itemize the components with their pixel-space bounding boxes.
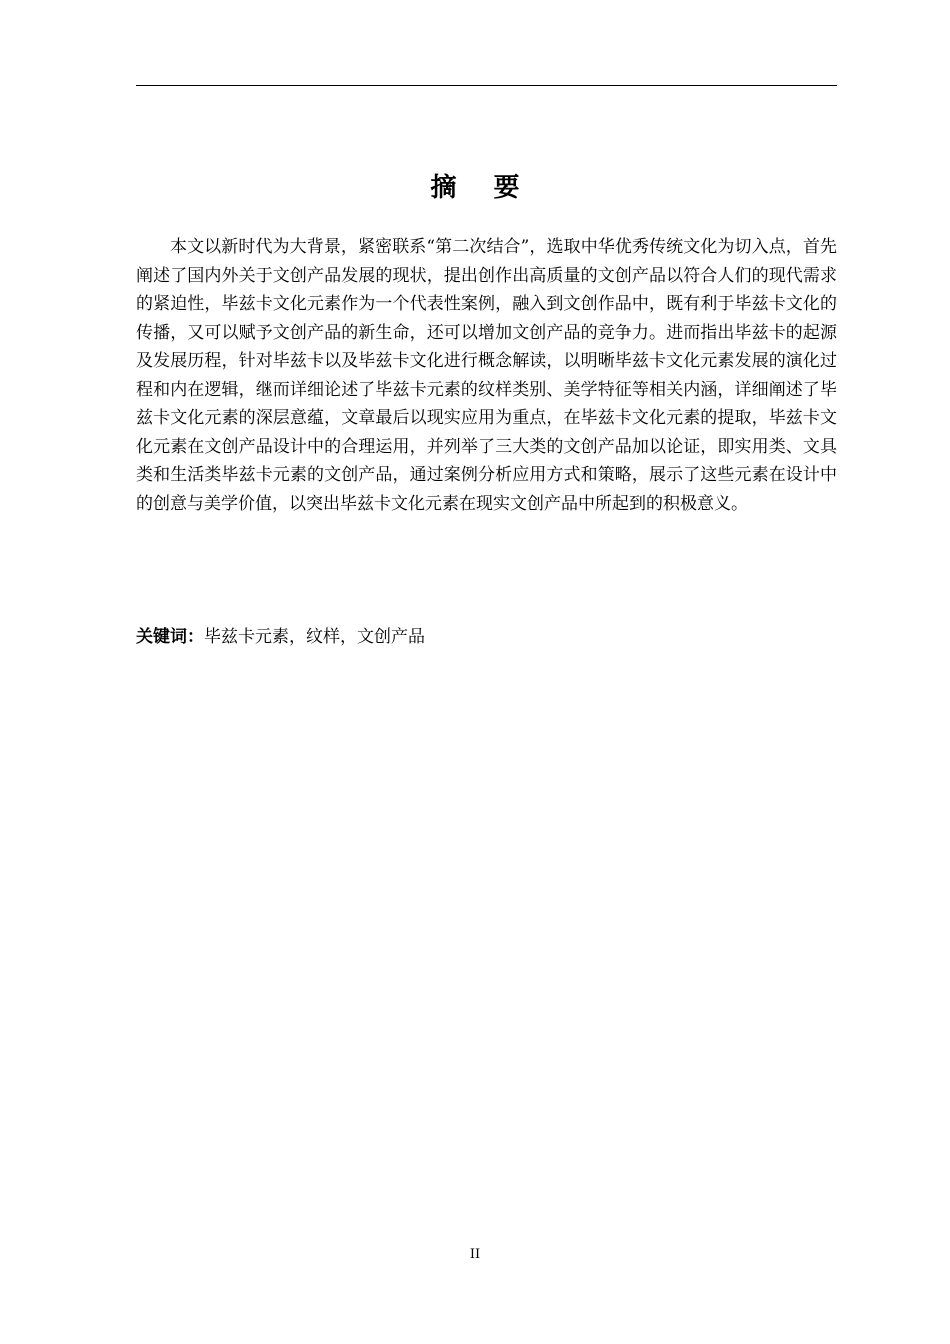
header-rule — [136, 85, 837, 86]
page-number: II — [469, 1247, 481, 1262]
abstract-paragraph: 本文以新时代为大背景，紧密联系“第二次结合”，选取中华优秀传统文化为切入点，首先阐述了国内外关于文创产品发展的现状，提出创作出高质量的文创产品以符合人们的现代需求的紧迫性，毕兹卡文化元素作为一个代表性案例，融入到文创作品中，既有利于毕兹卡文化的传播，又可以赋予文创产品的新生命，还可以增加文创产品的竞争力。进而指出毕兹卡的起源及发展历程，针对毕兹卡以及毕兹卡文化进行概念解读，以明晰毕兹卡文化元素发展的演化过程和内在逻辑，继而详细论述了毕兹卡元素的纹样类别、美学特征等相关内涵，详细阐述了毕兹卡文化元素的深层意蕴，文章最后以现实应用为重点，在毕兹卡文化元素的提取，毕兹卡文化元素在文创产品设计中的合理运用，并列举了三大类的文创产品加以论证，即实用类、文具类和生活类毕兹卡元素的文创产品，通过案例分析应用方式和策略，展示了这些元素在设计中的创意与美学价值，以突出毕兹卡文化元素在现实文创产品中所起到的积极意义。 — [136, 237, 837, 514]
abstract-title: 摘 要 — [430, 173, 534, 203]
keywords-value: 毕兹卡元素，纹样，文创产品 — [204, 627, 425, 647]
keywords-label: 关键词： — [136, 627, 204, 647]
keywords-line — [136, 623, 837, 651]
